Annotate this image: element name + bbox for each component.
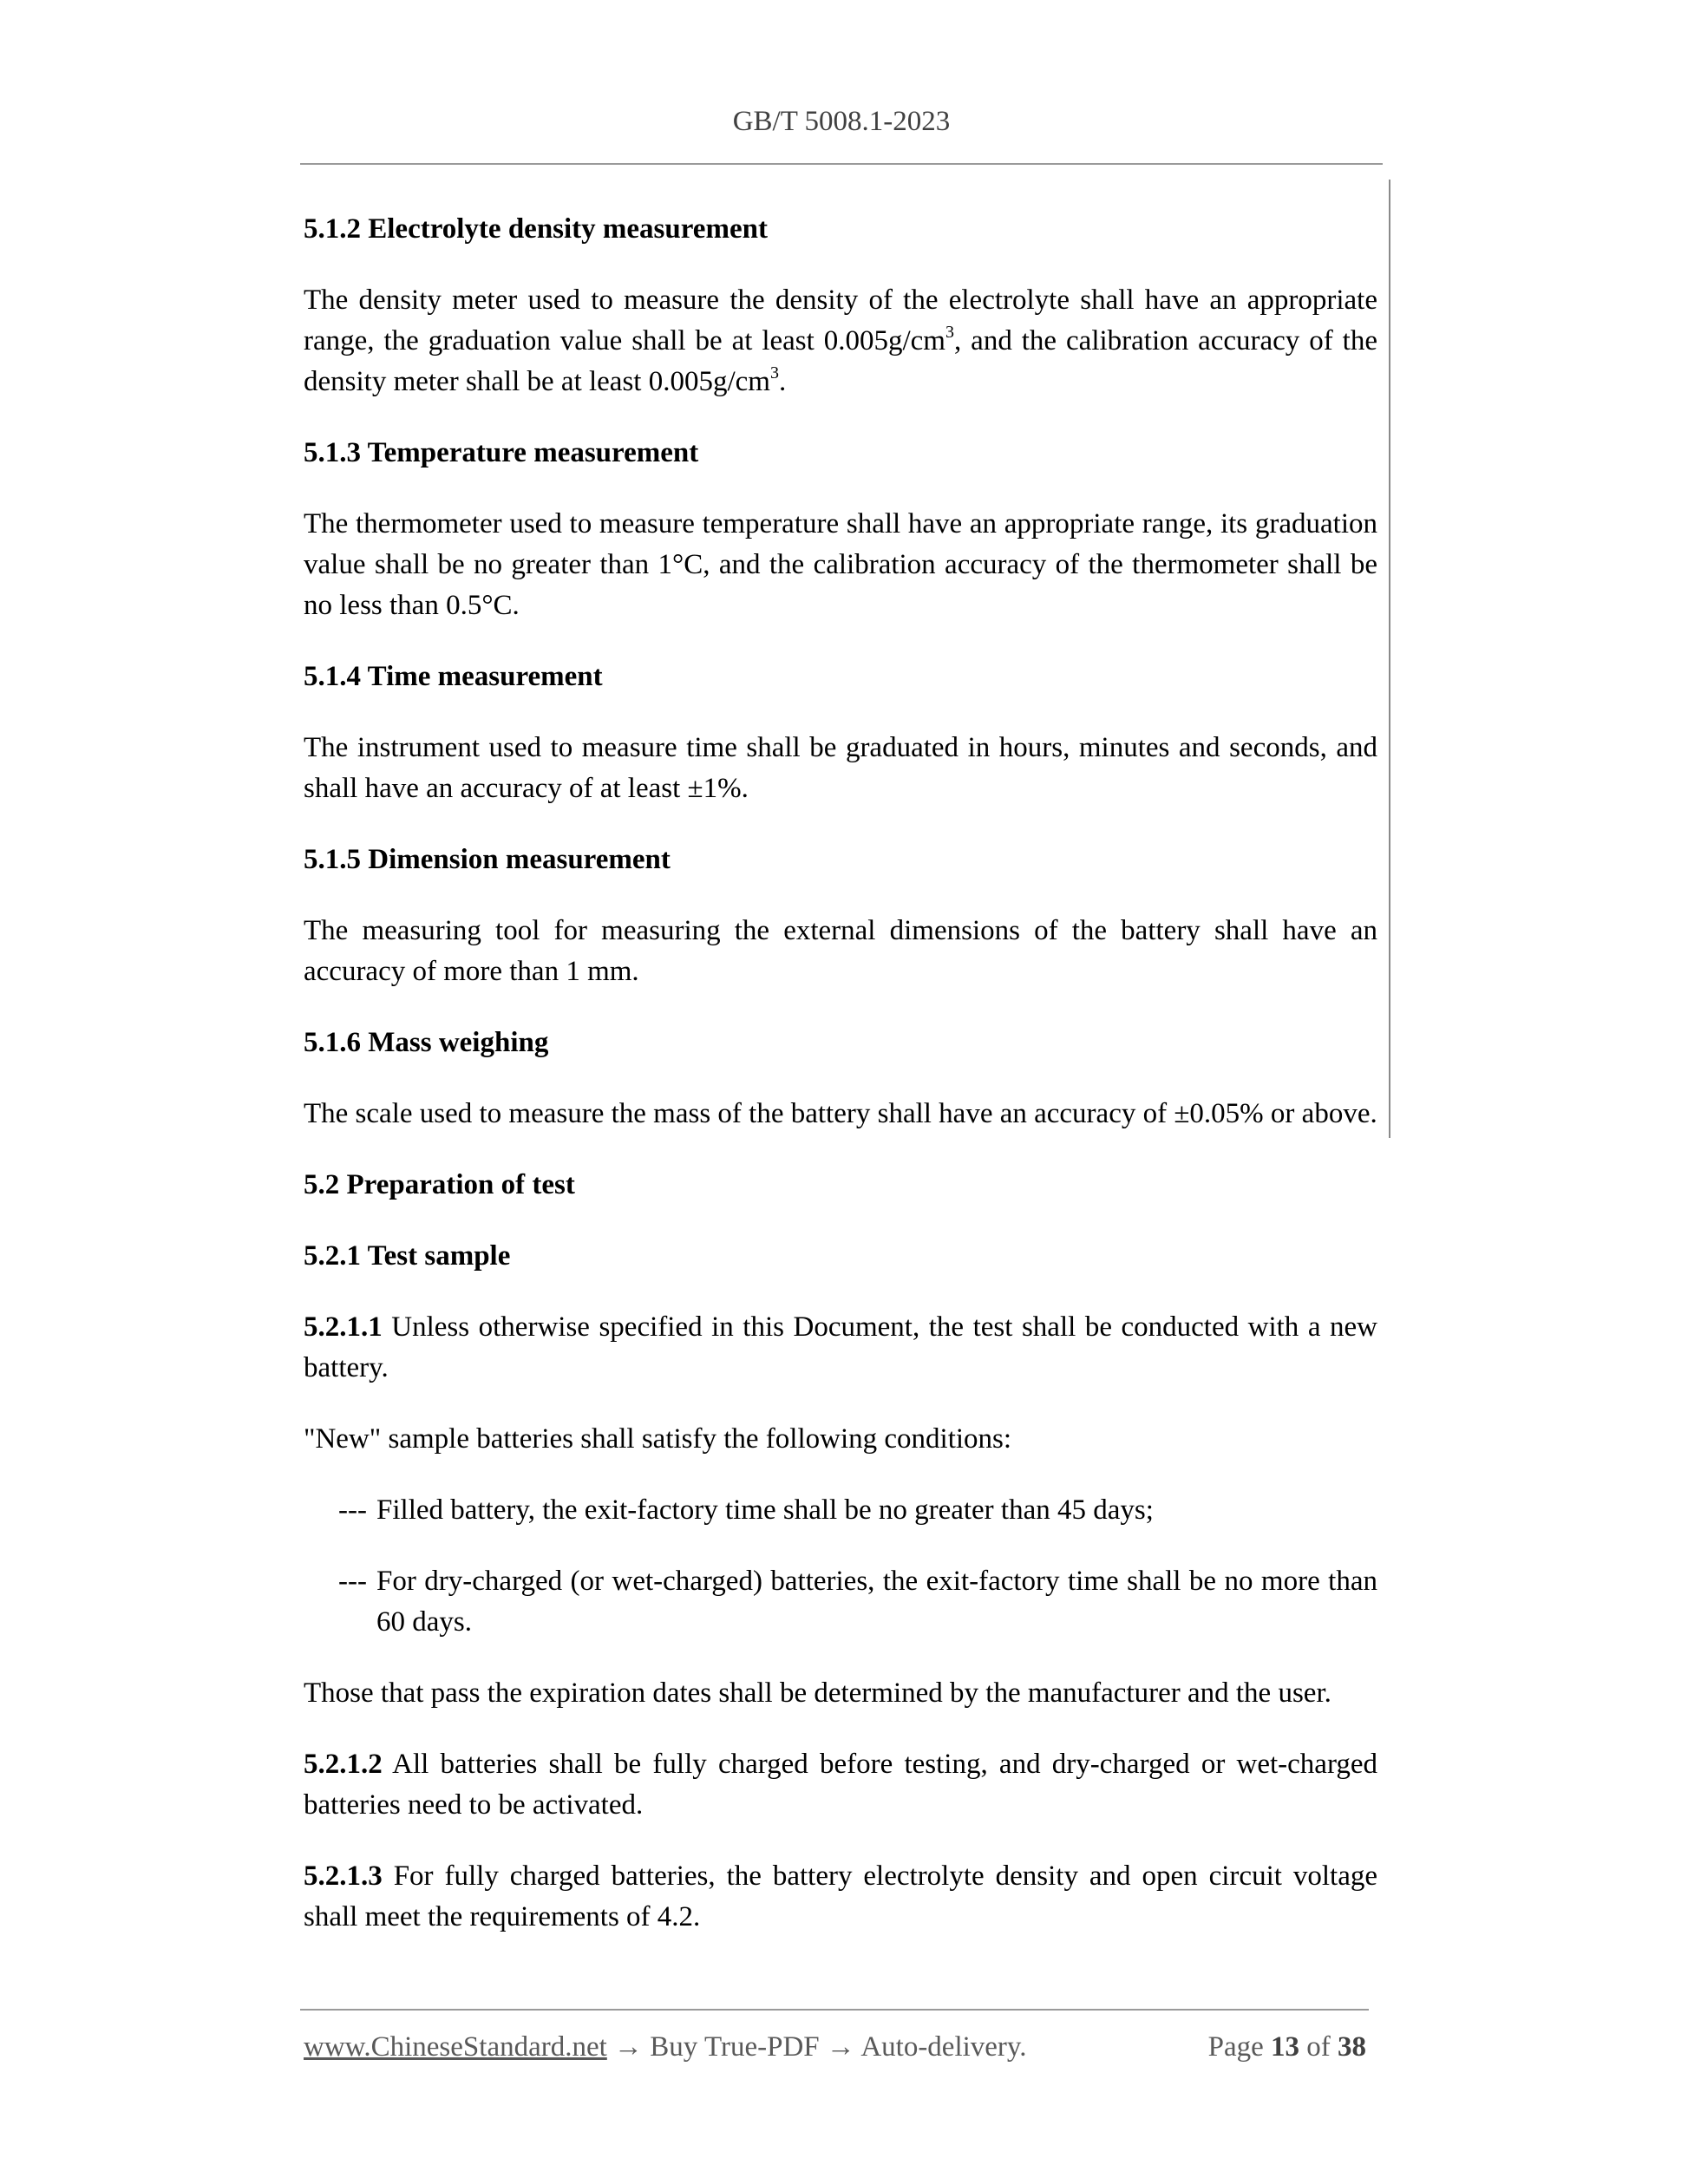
document-header: GB/T 5008.1-2023 xyxy=(732,106,951,137)
superscript: 3 xyxy=(945,323,954,342)
section-heading-5-1-3: 5.1.3 Temperature measurement xyxy=(304,437,699,468)
footer-left xyxy=(304,2030,1027,2064)
paragraph-expiration: Those that pass the expiration dates shall be determined by the manufacturer and the user. xyxy=(304,1677,1331,1709)
buy-pdf-text: Buy True-PDF xyxy=(650,2031,820,2063)
clause-5-2-1-1 xyxy=(304,1307,1377,1389)
clause-text: Unless otherwise specified in this Document, the test shall be conducted with a new battery. xyxy=(304,1311,1377,1383)
text-segment: , and the calibration accuracy of the density meter shall be at least 0.005g/cm xyxy=(304,325,1377,397)
clause-text: For fully charged batteries, the battery electrolyte density and open circuit voltage shall meet the requirements of 4.2. xyxy=(304,1860,1377,1932)
clause-5-2-1-3 xyxy=(304,1856,1377,1938)
arrow-right-icon: → xyxy=(614,2031,644,2063)
clause-number: 5.2.1.3 xyxy=(304,1860,383,1892)
list-item xyxy=(304,1490,1377,1531)
paragraph-conditions-intro: "New" sample batteries shall satisfy the following conditions: xyxy=(304,1423,1012,1455)
page-label: Page xyxy=(1207,2031,1264,2063)
revision-bar xyxy=(1389,180,1390,1138)
auto-delivery-text: Auto-delivery. xyxy=(860,2031,1027,2063)
of-label: of xyxy=(1306,2031,1331,2063)
paragraph-thermometer: The thermometer used to measure temperature shall have an appropriate range, its graduation value shall be no greater than 1°C, and the calibration accuracy of the thermometer shall be no less than 0.5°C. xyxy=(304,508,1377,621)
list-dash: --- xyxy=(338,1566,367,1597)
superscript: 3 xyxy=(769,363,779,383)
section-heading-5-1-6: 5.1.6 Mass weighing xyxy=(304,1027,549,1058)
page-indicator xyxy=(1208,2030,1366,2064)
paragraph-density-meter xyxy=(304,280,1377,402)
clause-text: All batteries shall be fully charged before testing, and dry-charged or wet-charged batteries need to be activated. xyxy=(304,1749,1377,1821)
section-heading-5-2: 5.2 Preparation of test xyxy=(304,1169,575,1200)
paragraph-dimension-tool: The measuring tool for measuring the external dimensions of the battery shall have an accuracy of more than 1 mm. xyxy=(304,915,1377,987)
text-segment: . xyxy=(778,366,787,397)
clause-number: 5.2.1.1 xyxy=(304,1311,383,1343)
header-divider xyxy=(300,163,1383,165)
arrow-right-icon: → xyxy=(826,2031,855,2063)
list-dash: --- xyxy=(338,1494,367,1526)
list-item xyxy=(304,1561,1377,1643)
section-heading-5-1-4: 5.1.4 Time measurement xyxy=(304,661,603,692)
footer-divider xyxy=(300,2009,1369,2011)
website-link[interactable]: www.ChineseStandard.net xyxy=(304,2031,607,2063)
clause-5-2-1-2 xyxy=(304,1744,1377,1826)
text-segment: The density meter used to measure the density of the electrolyte shall have an appropriate range, the graduation value shall be at least 0.005g/cm xyxy=(304,284,1377,356)
section-heading-5-1-2: 5.1.2 Electrolyte density measurement xyxy=(304,213,768,245)
clause-number: 5.2.1.2 xyxy=(304,1749,383,1780)
document-body xyxy=(304,209,1377,1968)
section-heading-5-2-1: 5.2.1 Test sample xyxy=(304,1240,511,1272)
list-item-text: For dry-charged (or wet-charged) batteries, the exit-factory time shall be no more than 60 days. xyxy=(376,1566,1377,1638)
list-item-text: Filled battery, the exit-factory time shall be no greater than 45 days; xyxy=(376,1494,1154,1526)
page-total: 38 xyxy=(1338,2031,1366,2063)
paragraph-mass-scale: The scale used to measure the mass of the battery shall have an accuracy of ±0.05% or above. xyxy=(304,1098,1377,1129)
paragraph-time-instrument: The instrument used to measure time shall be graduated in hours, minutes and seconds, and shall have an accuracy of at least ±1%. xyxy=(304,732,1377,804)
page-current: 13 xyxy=(1271,2031,1299,2063)
section-heading-5-1-5: 5.1.5 Dimension measurement xyxy=(304,844,671,875)
